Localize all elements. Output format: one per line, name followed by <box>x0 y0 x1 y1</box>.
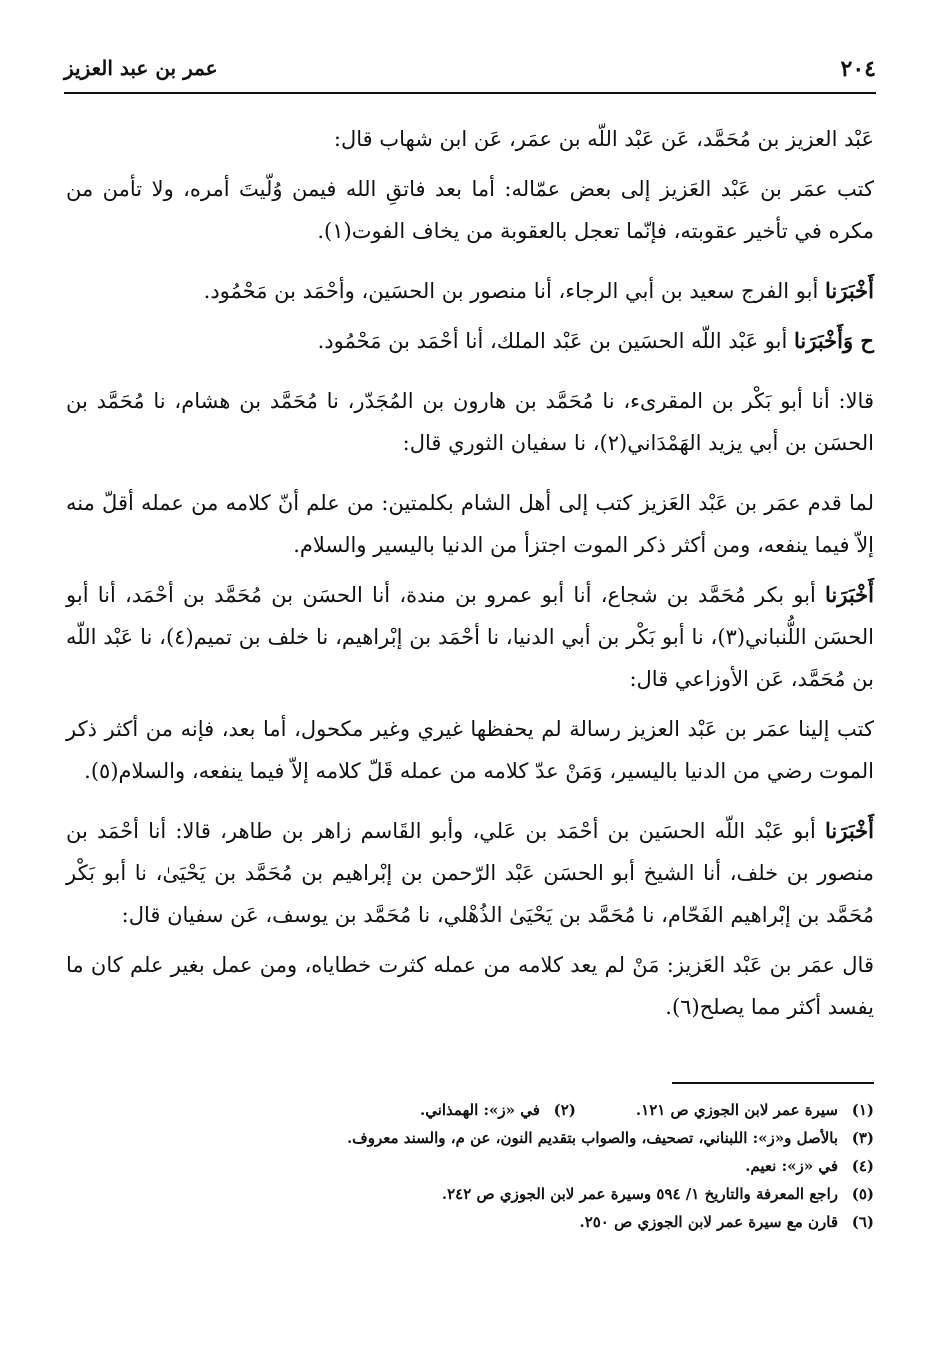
paragraph-text: عَبْد العزيز بن مُحَمَّد، عَن عَبْد اللّه بن عمَر، عَن ابن شهاب قال: <box>333 127 874 151</box>
footnote-text: سيرة عمر لابن الجوزي ص ١٢١. <box>635 1101 838 1119</box>
paragraph <box>66 482 874 566</box>
footnote-text: قارن مع سيرة عمر لابن الجوزي ص ٢٥٠. <box>579 1213 838 1231</box>
footnote <box>66 1180 874 1208</box>
main-text <box>66 118 874 1036</box>
paragraph-text: أبو عَبْد اللّه الحسَين بن أحْمَد بن عَلي، وأبو القَاسم زاهر بن طاهر، قالا: أنا أحْمَد بن منصور بن خلف، أنا الشيخ أبو الحسَن عَبْد الرّحمن بن إبْراهيم بن مُحَمَّد بن يَحْيَىٰ، نا أبو بَكْر مُحَمَّد بن إبْراهيم الفَحّام، نا مُحَمَّد بن يَحْيَىٰ الذُهْلي، نا مُحَمَّد بن يوسف، عَن سفيان قال: <box>66 819 874 927</box>
paragraph-text: كتب إلينا عمَر بن عَبْد العزيز رسالة لم يحفظها غيري وغير مكحول، أما بعد، فإنه من أكثر ذكر الموت رضي من الدنيا باليسير، وَمَنْ عدّ كلامه من عمله قَلّ كلامه إلاّ فيما ينفعه، والسلام(٥). <box>66 717 874 783</box>
footnote-text: راجع المعرفة والتاريخ ١/ ٥٩٤ وسيرة عمر لابن الجوزي ص ٢٤٢. <box>441 1185 838 1203</box>
paragraph <box>66 944 874 1028</box>
paragraph-text: أبو بكر مُحَمَّد بن شجاع، أنا أبو عمرو بن مندة، أنا الحسَن بن مُحَمَّد بن أحْمَد، أنا أبو الحسَن اللُّنباني(٣)، نا أبو بَكْر بن أبي الدنيا، نا أحْمَد بن إبْراهيم، نا خلف بن تميم(٤)، نا عَبْد اللّه بن مُحَمَّد، عَن الأوزاعي قال: <box>66 583 874 691</box>
paragraph-text: لما قدم عمَر بن عَبْد العَزيز كتب إلى أهل الشام بكلمتين: من علم أنّ كلامه من عمله أقلّ منه إلاّ فيما ينفعه، ومن أكثر ذكر الموت اجتزأ من الدنيا باليسير والسلام. <box>66 491 874 557</box>
isnad-paragraph <box>66 574 874 700</box>
footnote-separator <box>672 1082 874 1084</box>
paragraph-text: أبو عَبْد اللّه الحسَين بن عَبْد الملك، أنا أحْمَد بن مَحْمُود. <box>317 329 794 353</box>
isnad-paragraph <box>66 810 874 936</box>
footnote-number: (٣) <box>851 1129 874 1147</box>
paragraph <box>66 168 874 252</box>
paragraph-text: كتب عمَر بن عَبْد العَزيز إلى بعض عمّاله: أما بعد فاتقِ الله فيمن وُلّيتَ أمره، ولا تأمن من مكره في تأخير عقوبته، فإنّما تعجل بالعقوبة من يخاف الفوت(١). <box>66 177 874 243</box>
footnote-number: (٥) <box>851 1185 874 1203</box>
akhbarana-lead: أَخْبَرَنا <box>825 818 874 843</box>
running-title: عمر بن عبد العزيز <box>64 56 218 80</box>
isnad-paragraph <box>66 270 874 312</box>
footnote-text: بالأصل و«ز»: اللبناني، تصحيف، والصواب بتقديم النون، عن م، والسند معروف. <box>346 1129 838 1147</box>
paragraph <box>66 708 874 792</box>
footnote-number: (١) <box>851 1101 874 1119</box>
page-header <box>64 50 876 94</box>
footnote <box>66 1208 874 1236</box>
akhbarana-lead: أَخْبَرَنا <box>825 582 874 607</box>
footnotes <box>66 1096 874 1236</box>
footnote-text: في «ز»: الهمذاني. <box>419 1101 540 1119</box>
page-number: ٢٠٤ <box>840 56 876 82</box>
akhbarana-lead: أَخْبَرَنا <box>825 278 874 303</box>
paragraph-text: أبو الفرج سعيد بن أبي الرجاء، أنا منصور بن الحسَين، وأحْمَد بن مَحْمُود. <box>203 279 826 303</box>
isnad-paragraph <box>66 320 874 362</box>
paragraph <box>66 380 874 464</box>
footnote-number: (٦) <box>851 1213 874 1231</box>
footnote-text: في «ز»: نعيم. <box>745 1157 838 1175</box>
paragraph <box>66 118 874 160</box>
footnote <box>66 1096 874 1124</box>
footnote-number: (٢) <box>553 1101 576 1119</box>
paragraph-text: قالا: أنا أبو بَكْر بن المقرىء، نا مُحَمَّد بن هارون بن المُجَدّر، نا مُحَمَّد بن هشام، نا مُحَمَّد بن الحسَن بن أبي يزيد الهَمْدَاني(٢)، نا سفيان الثوري قال: <box>66 389 874 455</box>
paragraph-text: قال عمَر بن عَبْد العَزيز: مَنْ لم يعد كلامه من عمله كثرت خطاياه، ومن عمل بغير علم كان ما يفسد أكثر مما يصلح(٦). <box>66 953 874 1019</box>
footnote-number: (٤) <box>851 1157 874 1175</box>
footnote <box>66 1124 874 1152</box>
footnote <box>66 1152 874 1180</box>
akhbarana-lead: ح وَأَخْبَرَنا <box>794 328 874 353</box>
